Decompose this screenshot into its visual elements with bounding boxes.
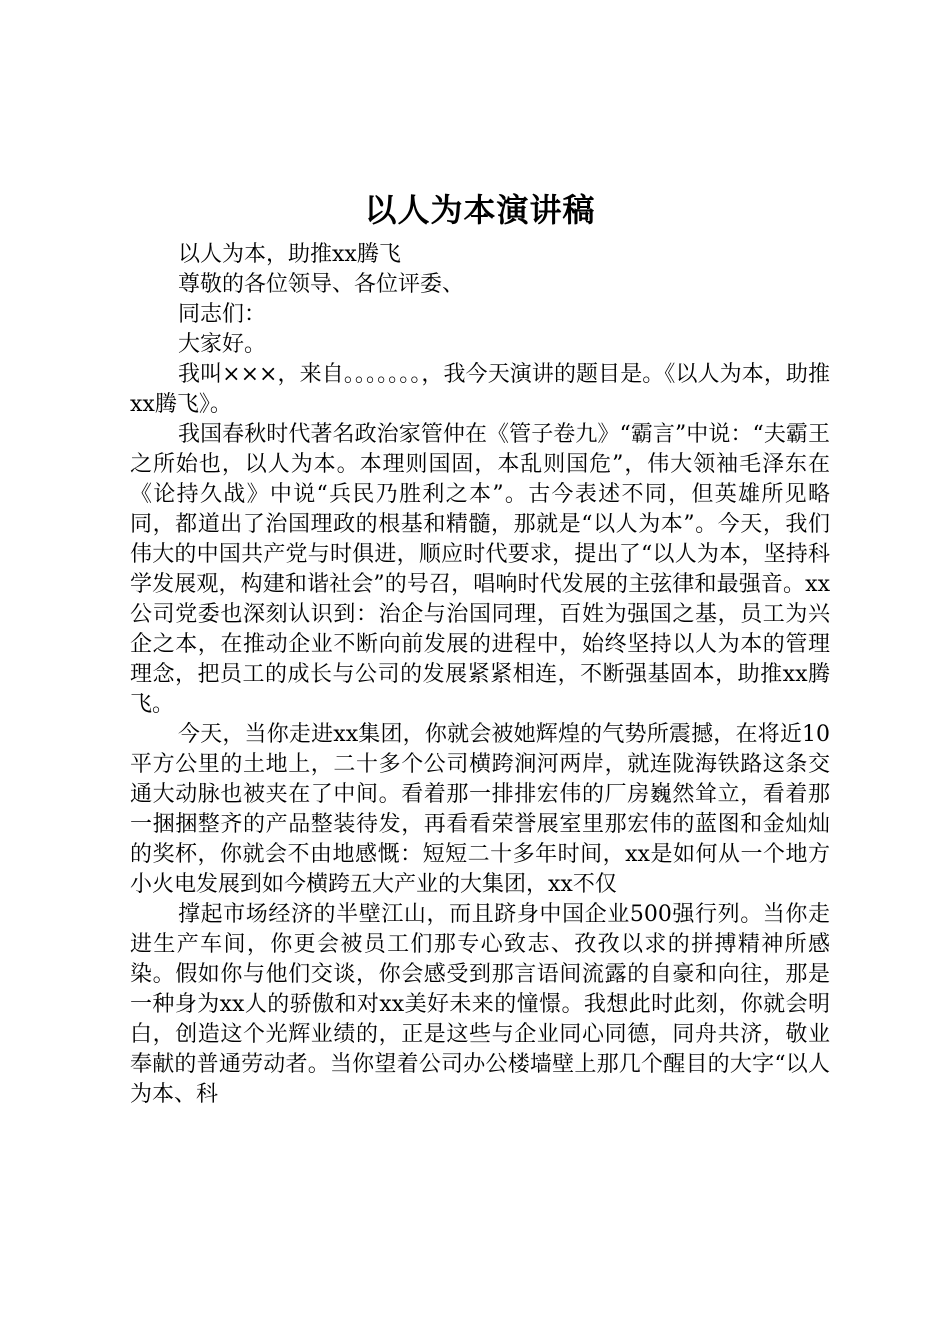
- paragraph-subtitle: 以人为本，助推xx腾飞: [178, 242, 401, 267]
- paragraph-salutation: 尊敬的各位领导、各位评委、: [178, 272, 465, 297]
- paragraph-body-group: 今天，当你走进xx集团，你就会被她辉煌的气势所震撼，在将近10平方公里的土地上，二十多个公司横跨涧河两岸，就连陇海铁路这条交通大动脉也被夹在了中间。看着那一排排宏伟的厂房巍然耸立，看着那一捆捆整齐的产品整装待发，再看看荣誉展室里那宏伟的蓝图和金灿灿的奖杯，你就会不由地感慨：短短二十多年时间，xx是如何从一个地方小火电发展到如今横跨五大产业的大集团，xx不仅: [130, 722, 830, 897]
- document-page: [130, 188, 830, 1110]
- paragraph-greeting: 大家好。: [178, 332, 267, 357]
- paragraph-body-workers: 撑起市场经济的半壁江山，而且跻身中国企业500强行列。当你走进生产车间，你更会被员工们那专心致志、孜孜以求的拼搏精神所感染。假如你与他们交谈，你会感受到那言语间流露的自豪和向往，那是一种身为xx人的骄傲和对xx美好未来的憧憬。我想此时此刻，你就会明白，创造这个光辉业绩的，正是这些与企业同心同德，同舟共济，敬业奉献的普通劳动者。当你望着公司办公楼墙壁上那几个醒目的大字“以人为本、科: [130, 902, 830, 1107]
- paragraph-body-history: 我国春秋时代著名政治家管仲在《管子卷九》“霸言”中说：“夫霸王之所始也，以人为本。本理则国固，本乱则国危”，伟大领袖毛泽东在《论持久战》中说“兵民乃胜利之本”。古今表述不同，但英雄所见略同，都道出了治国理政的根基和精髓，那就是“以人为本”。今天，我们伟大的中国共产党与时俱进，顺应时代要求，提出了“以人为本，坚持科学发展观，构建和谐社会”的号召，唱响时代发展的主弦律和最强音。xx公司党委也深刻认识到：治企与治国同理，百姓为强国之基，员工为兴企之本，在推动企业不断向前发展的进程中，始终坚持以人为本的管理理念，把员工的成长与公司的发展紧紧相连，不断强基固本，助推xx腾飞。: [130, 422, 830, 717]
- paragraph-salutation-comrades: 同志们：: [178, 302, 267, 327]
- document-title: 以人为本演讲稿: [364, 191, 596, 229]
- paragraph-introduction: 我叫×××，来自。。。。。。。，我今天演讲的题目是。《以人为本，助推xx腾飞》。: [130, 362, 830, 417]
